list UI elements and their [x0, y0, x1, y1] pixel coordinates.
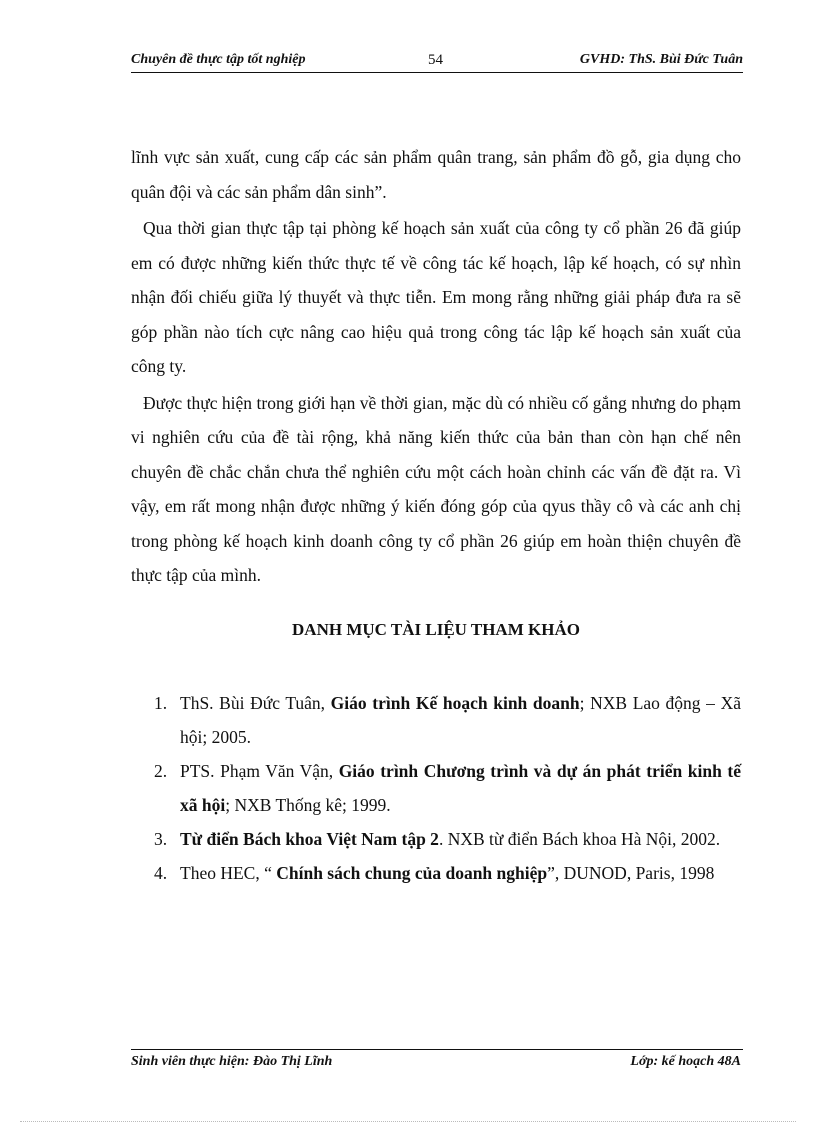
footer-class: Lớp: kế hoạch 48A	[630, 1054, 741, 1069]
reference-author: PTS. Phạm Văn Vận,	[180, 761, 339, 781]
references-list	[154, 686, 741, 890]
paragraph-3: Được thực hiện trong giới hạn về thời gian, mặc dù có nhiều cố gắng nhưng do phạm vi nghiên cứu của đề tài rộng, khả năng kiến thức của bản than còn hạn chế nên chuyên đề chắc chắn chưa thể nghiên cứu một cách hoàn chỉnh các vấn đề đặt ra. Vì vậy, em rất mong nhận được những ý kiến đóng góp của qyus thầy cô và các anh chị trong phòng kế hoạch kinh doanh công ty cổ phần 26 giúp em hoàn thiện chuyên đề thực tập của mình.	[131, 392, 741, 585]
header-title: Chuyên đề thực tập tốt nghiệp	[131, 52, 306, 67]
page-footer	[131, 1054, 743, 1074]
reference-publisher: ”, DUNOD, Paris, 1998	[547, 863, 715, 883]
header-supervisor: GVHD: ThS. Bùi Đức Tuân	[579, 52, 743, 67]
page-header	[131, 52, 743, 72]
reference-number: 1.	[154, 693, 168, 713]
reference-author: ThS. Bùi Đức Tuân,	[180, 693, 331, 713]
reference-publisher: . NXB từ điển Bách khoa Hà Nội, 2002.	[438, 829, 721, 849]
reference-item	[154, 822, 741, 856]
reference-number: 3.	[154, 829, 168, 849]
reference-title: Chính sách chung của doanh nghiệp	[276, 863, 548, 883]
reference-number: 4.	[154, 863, 168, 883]
footer-rule	[131, 1049, 743, 1050]
paragraph-2: Qua thời gian thực tập tại phòng kế hoạch sản xuất của công ty cổ phần 26 đã giúp em có được những kiến thức thực tế về công tác kế hoạch, lập kế hoạch, có sự nhìn nhận đối chiếu giữa lý thuyết và thực tiễn. Em mong rằng những giải pháp đưa ra sẽ góp phần nào tích cực nâng cao hiệu quả trong công tác lập kế hoạch sản xuất của công ty.	[131, 218, 741, 376]
reference-item	[154, 686, 741, 754]
body-text	[131, 140, 741, 593]
reference-title: Từ điển Bách khoa Việt Nam tập 2	[180, 829, 439, 849]
header-rule	[131, 72, 743, 73]
reference-publisher: ; NXB Lao động – Xã hội; 2005.	[180, 693, 741, 747]
references-title: DANH MỤC TÀI LIỆU THAM KHẢO	[292, 620, 580, 639]
reference-title: Giáo trình Chương trình và dự án phát triển kinh tế xã hội	[180, 761, 741, 815]
reference-title: Giáo trình Kế hoạch kinh doanh	[330, 693, 580, 713]
paragraph-1: lĩnh vực sản xuất, cung cấp các sản phẩm quân trang, sản phẩm đồ gỗ, gia dụng cho quân đội và các sản phẩm dân sinh”.	[131, 147, 741, 202]
reference-item	[154, 754, 741, 822]
reference-author: Theo HEC, “	[180, 863, 277, 883]
page-number: 54	[428, 52, 443, 68]
reference-publisher: ; NXB Thống kê; 1999.	[225, 795, 391, 815]
page-bottom-edge	[20, 1121, 796, 1122]
reference-number: 2.	[154, 761, 168, 781]
reference-item	[154, 856, 741, 890]
footer-student: Sinh viên thực hiện: Đào Thị Lĩnh	[131, 1054, 333, 1069]
